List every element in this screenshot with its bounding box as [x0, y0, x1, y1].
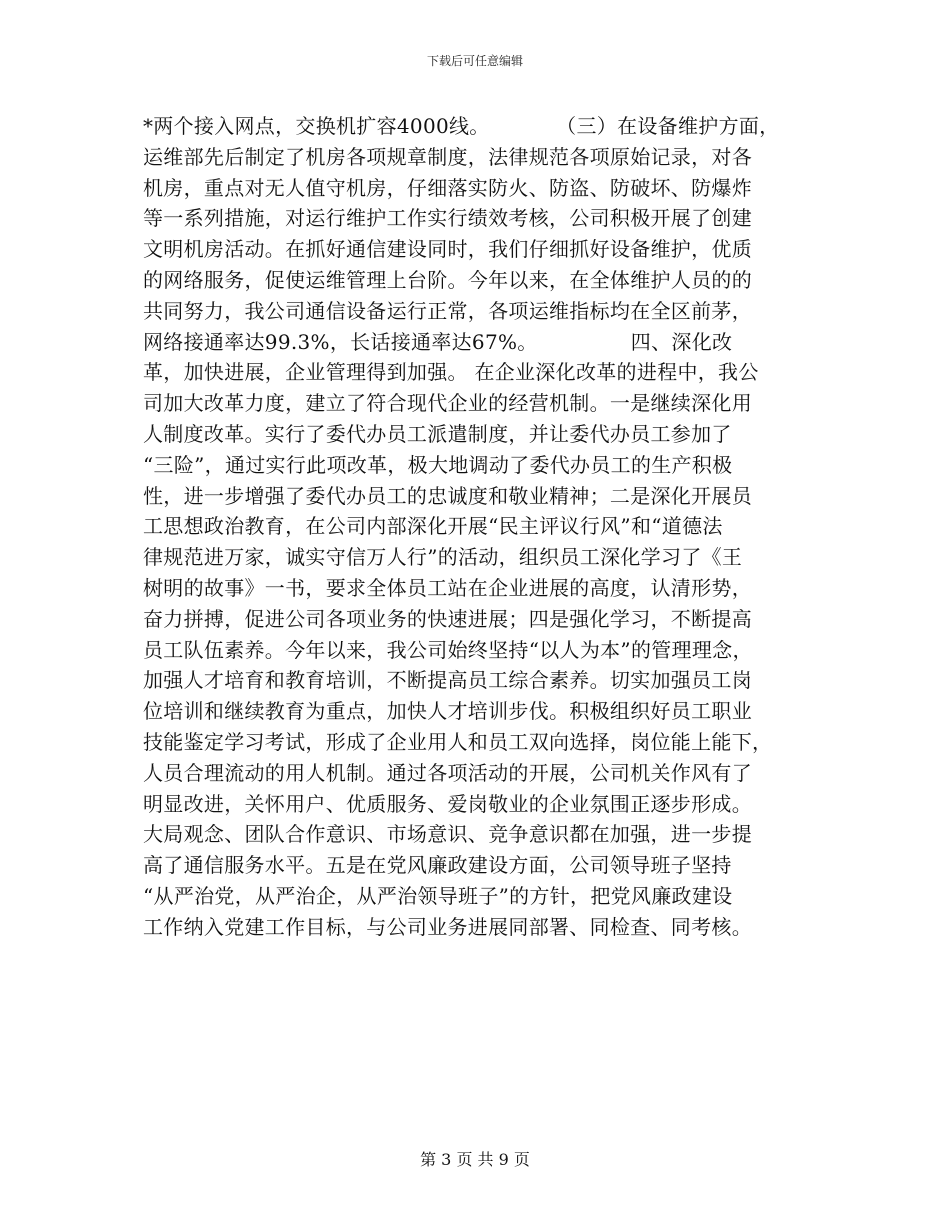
body-line: 网络接通率达99.3%，长话接通率达67%。 四、深化改 [143, 329, 733, 354]
document-body [143, 111, 823, 943]
body-line: 位培训和继续教育为重点，加快人才培训步伐。积极组织好员工职业 [143, 699, 752, 724]
body-line: 律规范进万家，诚实守信万人行”的活动，组织员工深化学习了《王 [143, 545, 743, 570]
body-line: 司加大改革力度，建立了符合现代企业的经营机制。一是继续深化用 [143, 391, 752, 416]
body-line: 大局观念、团队合作意识、市场意识、竞争意识都在加强，进一步提 [143, 822, 752, 847]
body-line: 明显改进，关怀用户、优质服务、爱岗敬业的企业氛围正逐步形成。 [143, 791, 752, 816]
body-line: 工作纳入党建工作目标，与公司业务进展同部署、同检查、同考核。 [143, 914, 752, 939]
body-line: 机房，重点对无人值守机房，仔细落实防火、防盗、防破坏、防爆炸 [143, 175, 752, 200]
body-line: 技能鉴定学习考试，形成了企业用人和员工双向选择，岗位能上能下， [143, 729, 773, 754]
body-line: 共同努力，我公司通信设备运行正常，各项运维指标均在全区前茅， [143, 298, 752, 323]
body-line: 高了通信服务水平。五是在党风廉政建设方面，公司领导班子坚持 [143, 853, 732, 878]
body-line: “三险”，通过实行此项改革，极大地调动了委代办员工的生产积极 [143, 452, 733, 477]
page-header-note: 下载后可任意编辑 [426, 54, 523, 68]
body-line: 文明机房活动。在抓好通信建设同时，我们仔细抓好设备维护，优质 [143, 237, 752, 262]
body-line: 的网络服务，促使运维管理上台阶。今年以来，在全体维护人员的的 [143, 267, 752, 292]
body-line: 工思想政治教育，在公司内部深化开展“民主评议行风”和“道德法 [143, 514, 723, 539]
body-line: *两个接入网点，交换机扩容4000线。 （三）在设备维护方面， [143, 114, 780, 138]
body-line: 树明的故事》一书，要求全体员工站在企业进展的高度，认清形势， [143, 575, 752, 600]
body-line: 加强人才培育和教育培训，不断提高员工综合素养。切实加强员工岗 [143, 668, 752, 693]
page-number: 第 3 页 共 9 页 [420, 1150, 530, 1169]
body-line: 人制度改革。实行了委代办员工派遣制度，并让委代办员工参加了 [143, 421, 732, 446]
body-line: 运维部先后制定了机房各项规章制度，法律规范各项原始记录，对各 [143, 144, 752, 169]
body-line: 性，进一步增强了委代办员工的忠诚度和敬业精神；二是深化开展员 [143, 483, 752, 508]
body-line: 等一系列措施，对运行维护工作实行绩效考核，公司积极开展了创建 [143, 206, 752, 231]
body-line: 奋力拼搏，促进公司各项业务的快速进展；四是强化学习，不断提高 [143, 606, 752, 631]
body-line: “从严治党，从严治企，从严治领导班子”的方针，把党风廉政建设 [143, 883, 733, 908]
body-line: 员工队伍素养。今年以来，我公司始终坚持“以人为本”的管理理念， [143, 637, 753, 662]
body-line: 人员合理流动的用人机制。通过各项活动的开展，公司机关作风有了 [143, 760, 752, 785]
body-line: 革，加快进展，企业管理得到加强。 在企业深化改革的进程中，我公 [143, 360, 759, 385]
